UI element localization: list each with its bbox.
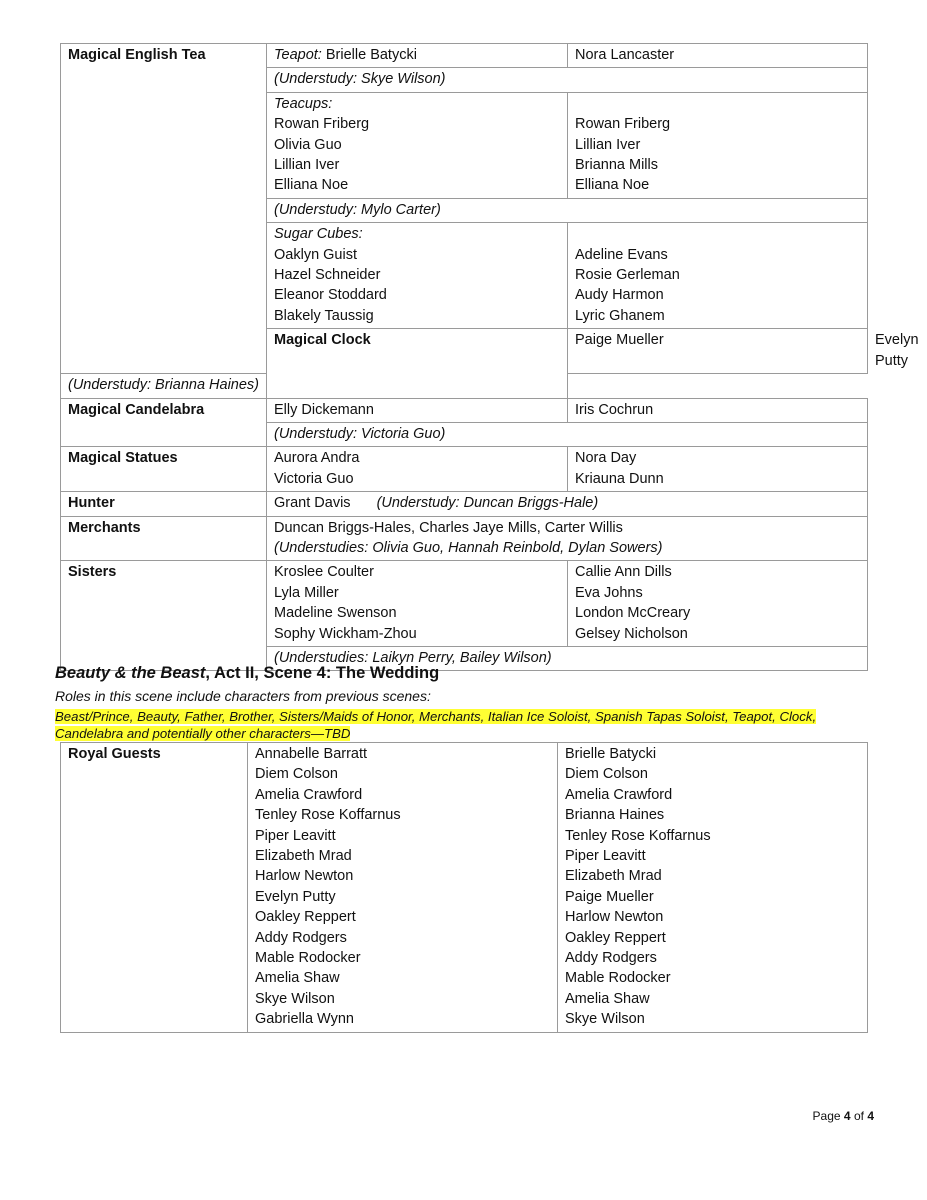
cast-name: Brielle Batycki	[325, 47, 417, 63]
cast-name: Annabelle Barratt	[255, 746, 368, 762]
cast-name: Piper Leavitt	[255, 827, 336, 844]
cast-name: Lillian Iver	[274, 157, 340, 174]
role-sublabel: Teapot:	[274, 47, 322, 63]
cast-name: Eleanor Stoddard	[274, 287, 387, 304]
understudy-note: (Understudies: Laikyn Perry, Bailey Wilson)	[267, 646, 868, 670]
cast-name: Rowan Friberg	[575, 116, 671, 133]
cast-name: Elizabeth Mrad	[255, 848, 352, 865]
cast-name: Adeline Evans	[575, 246, 668, 263]
highlighted-roles-note	[55, 708, 875, 742]
role-name: Magical English Tea	[61, 44, 267, 374]
cast-name: Aurora Andra	[274, 450, 360, 467]
cast-name: Gelsey Nicholson	[575, 625, 688, 642]
cast-name: Addy Rodgers	[255, 929, 347, 946]
cast-name: Oakley Reppert	[565, 929, 666, 946]
role-name: Merchants	[61, 516, 267, 561]
cast-name: Kroslee Coulter	[274, 564, 374, 581]
cast-name: Harlow Newton	[255, 868, 354, 885]
table-row	[61, 44, 868, 68]
table-row: Magical Clock Paige Mueller Evelyn Putty	[61, 329, 868, 374]
cast-name: Elly Dickemann	[267, 398, 568, 422]
understudy-note: (Understudy: Mylo Carter)	[267, 198, 868, 222]
cast-name: Nora Day	[575, 450, 637, 467]
cast-name: Brielle Batycki	[565, 746, 657, 762]
cast-name: Rosie Gerleman	[575, 267, 680, 284]
cast-name: Eva Johns	[575, 584, 643, 601]
cast-name: Elliana Noe	[274, 177, 349, 194]
cast-name: Hazel Schneider	[274, 267, 381, 284]
cast-name: Tenley Rose Koffarnus	[565, 827, 711, 844]
cast-name: Lillian Iver	[575, 136, 641, 153]
cast-name: Rowan Friberg	[274, 116, 370, 133]
cast-name: Skye Wilson	[255, 990, 335, 1007]
cast-name: Elizabeth Mrad	[565, 868, 662, 885]
cast-table	[60, 43, 919, 671]
cast-name: Mable Rodocker	[255, 950, 361, 967]
cast-name: London McCreary	[575, 605, 691, 622]
role-sublabel: Teacups:	[274, 95, 333, 112]
table-row	[61, 492, 868, 516]
cast-name: Madeline Swenson	[274, 605, 397, 622]
cast-name: Amelia Shaw	[565, 990, 650, 1007]
scene-title-italic: Beauty & the Beast	[55, 664, 206, 682]
table-row	[61, 561, 868, 647]
table-row	[61, 374, 868, 398]
cast-name: Blakely Taussig	[274, 307, 374, 324]
cast-name: Skye Wilson	[565, 1011, 645, 1028]
cast-name: Amelia Crawford	[255, 786, 363, 803]
cast-name: Audy Harmon	[575, 287, 664, 304]
cast-name: Diem Colson	[255, 766, 338, 783]
table-row	[61, 447, 868, 492]
royal-guests-table	[60, 742, 868, 1033]
role-name: Sisters	[61, 561, 267, 671]
table-row	[61, 516, 868, 561]
cast-name: Evelyn Putty	[255, 888, 336, 905]
cast-name: Elliana Noe	[575, 177, 650, 194]
cast-name: Diem Colson	[565, 766, 648, 783]
cast-name: Gabriella Wynn	[255, 1011, 354, 1028]
cast-name: Piper Leavitt	[565, 848, 646, 865]
cast-name: Nora Lancaster	[568, 44, 868, 68]
highlight-line-2: Candelabra and potentially other characters—TBD	[55, 726, 351, 741]
cast-name: Olivia Guo	[274, 136, 342, 153]
cast-name: Kriauna Dunn	[575, 470, 664, 487]
cast-name: Amelia Shaw	[255, 970, 340, 987]
cast-name: Lyric Ghanem	[575, 307, 665, 324]
cast-name: Paige Mueller	[565, 888, 654, 905]
understudy-note: (Understudy: Brianna Haines)	[61, 374, 568, 398]
cast-name: Addy Rodgers	[565, 950, 657, 967]
role-name: Magical Clock	[267, 329, 568, 398]
table-row	[61, 398, 868, 422]
cast-name: Lyla Miller	[274, 584, 339, 601]
understudy-note: (Understudy: Skye Wilson)	[267, 68, 868, 92]
understudy-note: (Understudies: Olivia Guo, Hannah Reinbold, Dylan Sowers)	[274, 539, 663, 556]
cast-name: Harlow Newton	[565, 909, 664, 926]
table-row	[61, 743, 868, 1033]
role-name: Royal Guests	[61, 743, 248, 1033]
cast-name: Oakley Reppert	[255, 909, 356, 926]
understudy-note: (Understudy: Duncan Briggs-Hale)	[376, 495, 599, 512]
cast-name: Paige Mueller	[568, 329, 868, 374]
role-name: Magical Statues	[61, 447, 267, 492]
cast-name: Amelia Crawford	[565, 786, 673, 803]
scene-subtitle: Roles in this scene include characters from previous scenes:	[55, 688, 431, 704]
cast-name: Iris Cochrun	[568, 398, 868, 422]
scene-title-rest: , Act II, Scene 4: The Wedding	[205, 664, 440, 682]
role-name: Hunter	[61, 492, 267, 516]
highlight-line-1: Beast/Prince, Beauty, Father, Brother, Sisters/Maids of Honor, Merchants, Italian Ice Soloist, Spanish Tapas Soloist, Teapot, Clock,	[55, 709, 817, 724]
cast-name: Sophy Wickham-Zhou	[274, 625, 417, 642]
cast-name: Victoria Guo	[274, 470, 354, 487]
cast-name: Grant Davis	[274, 495, 351, 512]
cast-name: Mable Rodocker	[565, 970, 671, 987]
scene-heading	[55, 664, 439, 683]
cast-name: Brianna Haines	[565, 807, 665, 824]
cast-name: Tenley Rose Koffarnus	[255, 807, 401, 824]
cast-name: Callie Ann Dills	[575, 564, 672, 581]
understudy-note: (Understudy: Victoria Guo)	[267, 422, 868, 446]
role-sublabel: Sugar Cubes:	[274, 226, 363, 243]
cast-name: Duncan Briggs-Hales, Charles Jaye Mills, Carter Willis	[274, 519, 623, 536]
cast-name: Oaklyn Guist	[274, 246, 357, 263]
page-number: Page 4 of 4	[812, 1109, 874, 1123]
role-name: Magical Candelabra	[61, 398, 267, 447]
cast-name: Brianna Mills	[575, 157, 658, 174]
